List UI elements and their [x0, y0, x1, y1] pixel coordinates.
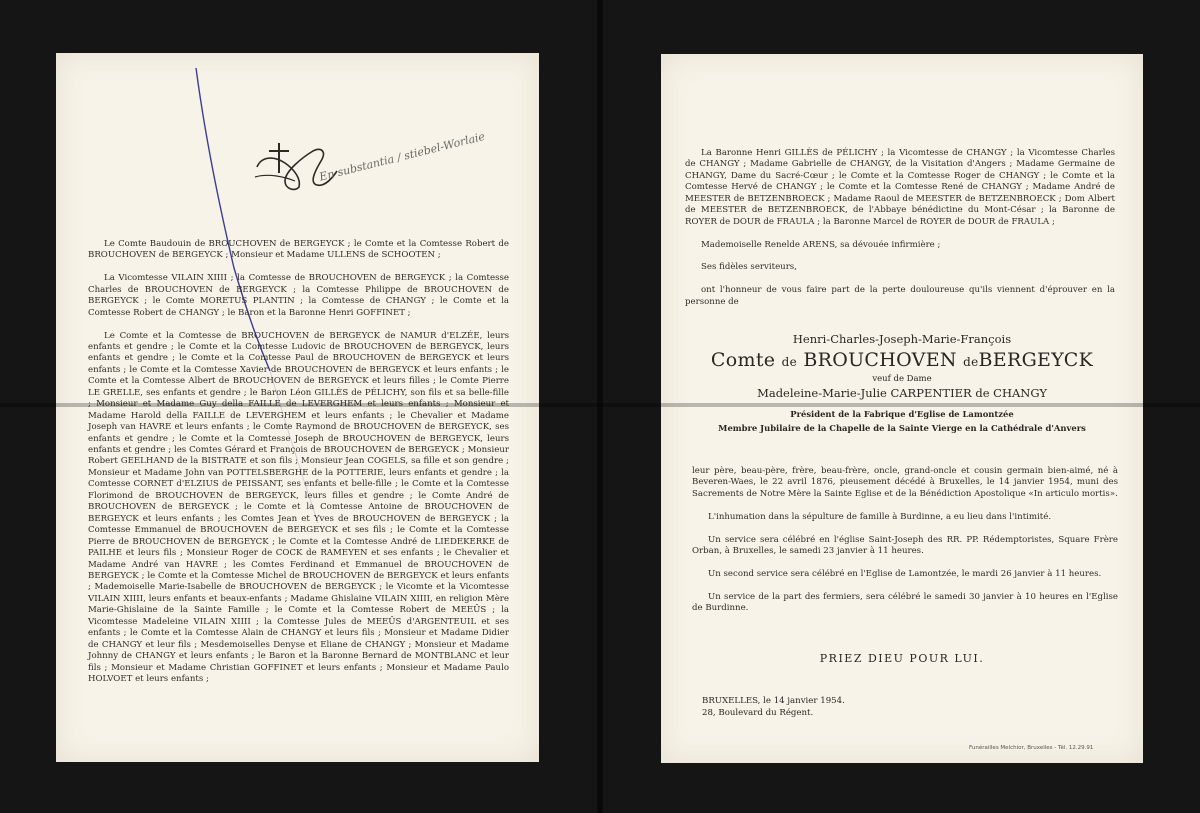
right-paragraph: La Baronne Henri GILLÈS de PÉLICHY ; la Vicomtesse de CHANGY ; la Vicomtesse Charles de CHANGY ; Madame Gabrielle de CHANGY, de la Visitation d'Angers ; Madame Germaine de CHANGY, Dame du Sacré-Cœur ; le Comte et la Comtesse Roger de CHANGY ; le Comte et la Comtesse Hervé de CHANGY ; le Comte et la Comtesse René de CHANGY ; Madame André de MEESTER de BETZENBROECK ; Madame Raoul de MEESTER de BETZENBROECK ; Dom Albert de MEESTER de BETZENBROECK, de l'Abbaye bénédictine du Mont-César ; la Baronne de ROYER de DOUR de FRAULA ; la Baronne Marcel de ROYER de DOUR de FRAULA ; [685, 148, 1115, 227]
handwritten-annotation: En substantia / stiebel-Worlaie [318, 129, 487, 184]
details-paragraph: leur père, beau-père, frère, beau-frère, oncle, grand-oncle et cousin germain bien-aimé, né à Beveren-Waes, le 22 avril 1876, pieusement décédé à Bruxelles, le 14 janvier 1954, muni des Sacrements de Notre Mère la Sainte Eglise et de la Bénédiction Apostolique «In articulo mortis». [692, 466, 1118, 499]
left-page [56, 53, 539, 762]
details-paragraph: Un service sera célébré en l'église Saint-Joseph des RR. PP. Rédemptoristes, Square Frère Orban, à Bruxelles, le samedi 23 janvier à 11 heures. [692, 534, 1118, 557]
title-surname-2: BERGEYCK [978, 349, 1094, 371]
right-family-list [685, 148, 1115, 320]
details-paragraph: Un service de la part des fermiers, sera célébré le samedi 30 janvier à 10 heures en l'Eglise de Burdinne. [692, 591, 1118, 614]
place-date: BRUXELLES, le 14 janvier 1954. [702, 696, 845, 706]
left-paragraph: Le Comte Baudouin de BROUCHOVEN de BERGEYCK ; le Comte et la Comtesse Robert de BROUCHOVEN de BERGEYCK ; Monsieur et Madame ULLENS de SCHOOTEN ; [88, 239, 509, 261]
details-paragraph: Un second service sera célébré en l'Eglise de Lamontzée, le mardi 26 janvier à 11 heures. [708, 568, 1102, 579]
widow-label: veuf de Dame [872, 374, 932, 384]
prayer-line: PRIEZ DIEU POUR LUI. [819, 652, 985, 665]
title-particle: de [963, 355, 979, 369]
deceased-title [661, 349, 1143, 371]
service-details [692, 466, 1118, 626]
announcement-line: ont l'honneur de vous faire part de la perte douloureuse qu'ils viennent d'éprouver en la personne de [685, 285, 1115, 307]
address: 28, Boulevard du Régent. [702, 707, 814, 718]
widow-name: Madeleine-Marie-Julie CARPENTIER de CHANGY [757, 386, 1047, 400]
title-surname-1: BROUCHOVEN [803, 349, 957, 371]
cross-monogram-icon [251, 137, 341, 197]
right-paragraph: Ses fidèles serviteurs, [701, 262, 797, 273]
title-comte: Comte [710, 349, 776, 371]
left-paragraph: Le Comte et la Comtesse de BROUCHOVEN de BERGEYCK de NAMUR d'ELZÉE, leurs enfants et gendre ; le Comte et la Comtesse Ludovic de BROUCHOVEN de BERGEYCK, leurs enfants et gendre ; le Comte et la Comtesse Paul de BROUCHOVEN de BERGEYCK et leurs enfants ; le Comte et la Comtesse Xavier de BROUCHOVEN de BERGEYCK et leurs enfants ; le Comte et la Comtesse Albert de BROUCHOVEN de BERGEYCK et leurs filles ; le Comte Pierre LE GRELLE, ses enfants et gendre ; le Baron Léon GILLÈS de PÉLICHY, son fils et sa belle-fille ; Monsieur et Madame Guy della FAILLE de LEVERGHEM et leurs enfants ; Monsieur et Madame Harold della FAILLE de LEVERGHEM et leurs enfants ; le Chevalier et Madame Joseph van HAVRE et leurs enfants ; le Comte Raymond de BROUCHOVEN de BERGEYCK, ses enfants et gendre ; le Comte et la Comtesse Joseph de BROUCHOVEN de BERGEYCK, leurs enfants et gendre ; les Comtes Gérard et François de BROUCHOVEN de BERGEYCK ; Monsieur Robert GEELHAND de la BISTRATE et son fils ; Monsieur Jean COGELS, sa fille et son gendre ; Monsieur et Madame John van POTTELSBERGHE de la POTTERIE, leurs enfants et gendre ; la Comtesse CORNET d'ELZIUS de PEISSANT, ses enfants et belle-fille ; le Comte et la Comtesse Florimond de BROUCHOVEN de BERGEYCK, leurs filles et gendre ; le Comte André de BROUCHOVEN de BERGEYCK ; le Comte et la Comtesse Antoine de BROUCHOVEN de BERGEYCK et leurs enfants ; les Comtes Jean et Yves de BROUCHOVEN de BERGEYCK ; la Comtesse Emmanuel de BROUCHOVEN de BERGEYCK et ses fils ; le Comte et la Comtesse Pierre de BROUCHOVEN de BERGEYCK ; le Comte et la Comtesse André de LIEDEKERKE de PAILHE et leurs fils ; Monsieur Roger de COCK de RAMEYEN et ses enfants ; le Chevalier et Madame André van HAVRE ; les Comtes Ferdinand et Emmanuel de BROUCHOVEN de BERGEYCK ; le Comte et la Comtesse Michel de BROUCHOVEN de BERGEYCK et leurs enfants ; Mademoiselle Marie-Isabelle de BROUCHOVEN de BERGEYCK ; le Vicomte et la Vicomtesse VILAIN XIIII, leurs enfants et beaux-enfants ; Madame Ghislaine VILAIN XIIII, en religion Mère Marie-Ghislaine de la Sainte Famille ; le Comte et la Comtesse Robert de MEEÛS ; la Vicomtesse Madeleine VILAIN XIIII ; la Comtesse Jules de MEEÛS d'ARGENTEUIL et ses enfants ; le Comte et la Comtesse Alain de CHANGY et leurs fils ; Monsieur et Madame Didier de CHANGY et leur fils ; Mesdemoiselles Denyse et Eliane de CHANGY ; Monsieur et Madame Johnny de CHANGY et leurs enfants ; le Baron et la Baronne Bernard de MONTBLANC et leur fils ; Monsieur et Madame Christian GOFFINET et leurs enfants ; Monsieur et Madame Paulo HOLVOET et leurs enfants ; [88, 330, 509, 685]
deceased-given-names: Henri-Charles-Joseph-Marie-François [792, 332, 1012, 346]
details-paragraph: L'inhumation dans la sépulture de famille à Burdinne, a eu lieu dans l'intimité. [708, 511, 1052, 522]
role-line: Membre Jubilaire de la Chapelle de la Sainte Vierge en la Cathédrale d'Anvers [718, 423, 1086, 433]
role-line: Président de la Fabrique d'Eglise de Lamontzée [790, 409, 1014, 419]
horizontal-crease [0, 403, 1200, 407]
left-family-list [88, 239, 509, 697]
right-page [661, 54, 1143, 763]
right-paragraph: Mademoiselle Renelde ARENS, sa dévouée infirmière ; [701, 239, 941, 250]
left-paragraph: La Vicomtesse VILAIN XIIII ; la Comtesse de BROUCHOVEN de BERGEYCK ; la Comtesse Charles de BROUCHOVEN de BERGEYCK ; la Comtesse Philippe de BROUCHOVEN de BERGEYCK ; le Comte MORETUS PLANTIN ; la Comtesse de CHANGY ; le Comte et la Comtesse Robert de CHANGY ; le Baron et la Baronne Henri GOFFINET ; [88, 273, 509, 318]
title-particle: de [781, 355, 798, 369]
place-and-date [702, 696, 845, 719]
printer-credit: Funérailles Melchior, Bruxelles - Tél. 12.29.91 [969, 745, 1094, 751]
